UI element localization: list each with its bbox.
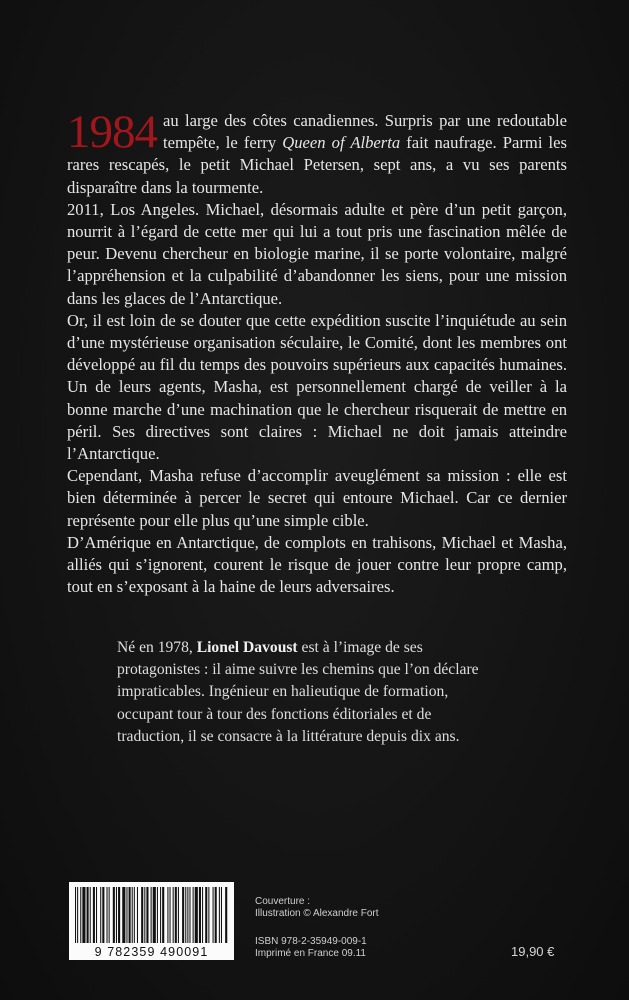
barcode-bar (162, 887, 164, 943)
barcode-bar (82, 887, 85, 943)
barcode-bar (129, 887, 131, 943)
barcode-bar (151, 887, 152, 943)
barcode-bar (170, 887, 171, 943)
barcode-bar (113, 887, 115, 943)
barcode (69, 882, 234, 960)
barcode-bar (199, 887, 201, 943)
barcode-bar (175, 887, 177, 943)
barcode-bars (73, 887, 230, 945)
barcode-bar (202, 887, 203, 943)
barcode-bar (126, 887, 127, 943)
barcode-bar (96, 887, 97, 943)
bio-intro: Né en 1978, (117, 639, 197, 656)
price: 19,90 € (511, 944, 555, 959)
blurb-paragraph-4: Cependant, Masha refuse d’accomplir aveuglément sa mission : elle est bien déterminée à percer le secret qui entoure Michael. Car ce dernier représente pour elle plus qu’une simple cible. (67, 466, 567, 530)
barcode-bar (182, 887, 184, 943)
barcode-bar (189, 887, 190, 943)
blurb-paragraph-5: D’Amérique en Antarctique, de complots en trahisons, Michael et Masha, alliés qui s’ignorent, courent le risque de jouer contre leur propre camp, tout en s’exposant à la haine de leurs adversaires. (67, 532, 567, 597)
author-name: Lionel Davoust (196, 639, 298, 656)
barcode-bar (77, 887, 78, 943)
barcode-bar (137, 887, 138, 943)
blurb-paragraph-1 (67, 106, 567, 199)
printed-text: Imprimé en France 09.11 (255, 948, 366, 960)
blurb-p1-end: fait naufrage. Parmi les rares rescapés, le petit Michael Petersen, sept ans, a vu ses parents disparaître dans la tourmente. (67, 133, 567, 197)
barcode-bar (93, 887, 95, 943)
barcode-bar (100, 887, 101, 943)
barcode-bar (205, 887, 207, 943)
cover-credits (255, 896, 475, 921)
barcode-bar (185, 887, 186, 943)
barcode-bar (146, 887, 148, 943)
blurb-text (67, 106, 567, 598)
barcode-bar (116, 887, 117, 943)
barcode-bar (195, 887, 198, 943)
ferry-name: Queen of Alberta (282, 133, 401, 153)
barcode-bar (75, 887, 76, 943)
blurb-paragraph-2: 2011, Los Angeles. Michael, désormais adulte et père d’un petit garçon, nourrit à l’égard de cette mer qui lui a tout pris une fascination mêlée de peur. Devenu chercheur en biologie marine, il se porte volontaire, malgré l’appréhension et la culpabilité d’abandonner les siens, pour une mission dans les glaces de l’Antarctique. (67, 199, 567, 308)
barcode-bar (144, 887, 145, 943)
barcode-bar (90, 887, 91, 943)
barcode-bar (134, 887, 135, 943)
bio-rest: est à l’image de ses protagonistes : il aime suivre les chemins que l’on déclare impraticables. Ingénieur en halieutique de formation, occupant tour à tour des fonctions éditoriales et de traduction, il se consacre à la littérature depuis dix ans. (117, 639, 479, 745)
barcode-bar (107, 887, 108, 943)
barcode-bar (215, 887, 217, 943)
barcode-bar (160, 887, 161, 943)
cover-label: Couverture : (255, 896, 311, 907)
barcode-bar (157, 887, 158, 943)
barcode-bar (213, 887, 214, 943)
barcode-bar (219, 887, 220, 943)
barcode-bar (132, 887, 133, 943)
barcode-bar (225, 887, 227, 943)
isbn-text: ISBN 978-2-35949-009-1 (255, 936, 367, 947)
barcode-bar (102, 887, 104, 943)
barcode-bar (118, 887, 120, 943)
barcode-bar (80, 887, 81, 943)
blurb-p1-start: au large des côtes canadiennes. Surpris par une redoutable tempête, le ferry (163, 111, 567, 153)
barcode-bar (187, 887, 188, 943)
illustration-credit: Illustration © Alexandre Fort (255, 908, 379, 920)
barcode-bar (178, 887, 179, 943)
dropcap-year: 1984 (67, 106, 157, 158)
barcode-bar (87, 887, 89, 943)
author-bio (117, 637, 497, 748)
barcode-bar (221, 887, 222, 943)
barcode-bar (122, 887, 125, 943)
barcode-bar (153, 887, 156, 943)
barcode-bar (167, 887, 168, 943)
barcode-bar (193, 887, 194, 943)
blurb-paragraph-3: Or, il est loin de se douter que cette expédition suscite l’inquiétude au sein d’une mystérieuse organisation séculaire, le Comité, dont les membres ont développé au fil du temps des pouvoirs supérieurs aux capacités humaines. Un de leurs agents, Masha, est personnellement chargé de veiller à la bonne marche d’une machination que le chercheur risquerait de mettre en péril. Ses directives sont claires : Michael ne doit jamais atteindre l’Antarctique. (67, 310, 567, 464)
barcode-bar (208, 887, 209, 943)
barcode-bar (109, 887, 110, 943)
barcode-digits: 9 782359 490091 (94, 945, 209, 959)
barcode-bar (141, 887, 143, 943)
publication-info (255, 936, 475, 961)
barcode-bar (173, 887, 174, 943)
